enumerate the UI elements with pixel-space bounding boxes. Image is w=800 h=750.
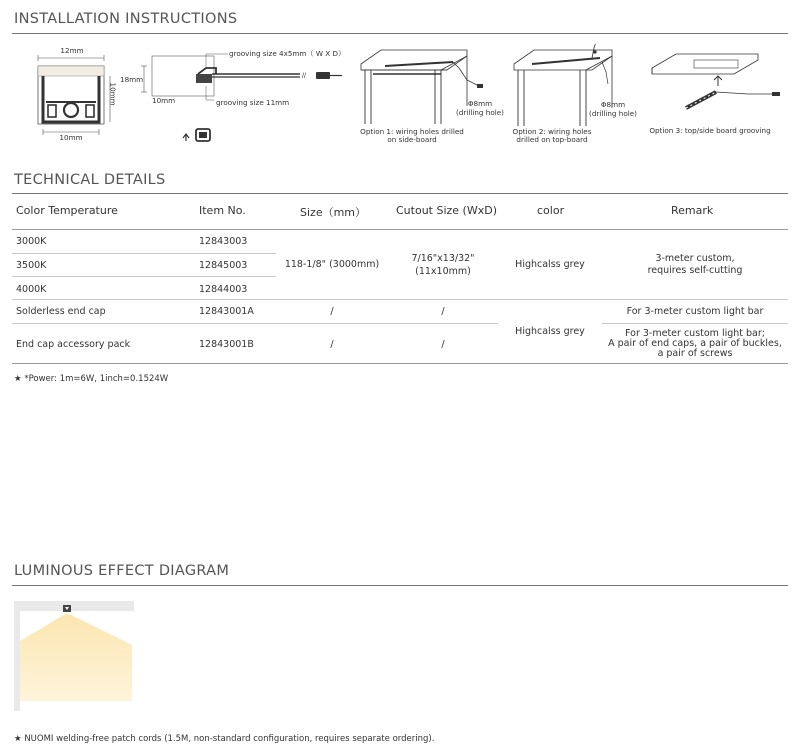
row-divider bbox=[12, 276, 276, 277]
dim-height-side: 10mm bbox=[108, 82, 118, 106]
luminous-effect-diagram bbox=[14, 601, 134, 711]
end-cap-cutout: / bbox=[441, 306, 445, 317]
header-size: Size（mm） bbox=[300, 206, 367, 219]
end-cap-name: Solderless end cap bbox=[16, 306, 106, 317]
option3-drawing bbox=[648, 46, 790, 120]
row-divider bbox=[602, 323, 788, 324]
header-color: color bbox=[537, 204, 565, 217]
option2-line1: Option 2: wiring holes bbox=[512, 127, 592, 136]
header-remark: Remark bbox=[671, 204, 714, 217]
technical-title: TECHNICAL DETAILS bbox=[14, 172, 166, 188]
groove-bottom-label: grooving size 11mm bbox=[216, 98, 290, 107]
svg-text://: // bbox=[302, 73, 306, 80]
luminous-rule bbox=[12, 585, 788, 586]
dim-depth: 10mm bbox=[152, 96, 176, 105]
option2-line2: drilled on top-board bbox=[516, 135, 588, 144]
color-merged: Highcalss grey bbox=[515, 259, 585, 270]
accessory-pack-remark-1: For 3-meter custom light bar; bbox=[625, 328, 765, 339]
option3-label: Option 3: top/side board grooving bbox=[649, 126, 771, 135]
row-3000k-item: 12843003 bbox=[199, 236, 248, 247]
accessory-pack-cutout: / bbox=[441, 339, 445, 350]
accessory-pack-remark-2: A pair of end caps, a pair of buckles, bbox=[608, 338, 782, 349]
installation-title: INSTALLATION INSTRUCTIONS bbox=[14, 11, 238, 27]
technical-rule bbox=[12, 193, 788, 194]
dim-height-left: 18mm bbox=[120, 75, 144, 84]
row-divider bbox=[12, 253, 276, 254]
end-cap-remark: For 3-meter custom light bar bbox=[626, 306, 764, 317]
group-divider bbox=[12, 299, 788, 300]
power-note: ★ *Power: 1m=6W, 1inch=0.1524W bbox=[14, 374, 169, 384]
remark-merged-line1: 3-meter custom, bbox=[655, 253, 735, 264]
dim-width-bottom: 10mm bbox=[59, 133, 83, 142]
header-color-temperature: Color Temperature bbox=[16, 204, 118, 217]
row-3500k-item: 12845003 bbox=[199, 260, 248, 271]
dim-width-top: 12mm bbox=[60, 46, 84, 55]
size-merged: 118-1/8" (3000mm) bbox=[284, 259, 380, 270]
accessory-pack-name: End cap accessory pack bbox=[16, 339, 131, 350]
option1-line1: Option 1: wiring holes drilled bbox=[360, 127, 464, 136]
hole-sub-1: (drilling hole) bbox=[456, 108, 504, 117]
row-3500k-temp: 3500K bbox=[16, 260, 47, 271]
end-cap-icon bbox=[180, 126, 216, 144]
option1-line2: on side-board bbox=[387, 135, 437, 144]
table-bottom-divider bbox=[12, 363, 788, 364]
cutout-merged-line1: 7/16"x13/32" bbox=[411, 253, 475, 264]
accessory-pack-item: 12843001B bbox=[199, 339, 254, 350]
row-divider bbox=[12, 323, 498, 324]
row-3000k-temp: 3000K bbox=[16, 236, 47, 247]
row-4000k-item: 12844003 bbox=[199, 284, 248, 295]
accessory-pack-remark-3: a pair of screws bbox=[657, 348, 733, 359]
remark-merged-line2: requires self-cutting bbox=[647, 265, 743, 276]
end-cap-item: 12843001A bbox=[199, 306, 254, 317]
installation-rule bbox=[12, 33, 788, 34]
hole-label-1: Φ8mm bbox=[467, 99, 493, 108]
accessory-pack-size: / bbox=[330, 339, 334, 350]
end-cap-size: / bbox=[330, 306, 334, 317]
luminous-footnote: ★ NUOMI welding-free patch cords (1.5M, non-standard configuration, requires separate ordering). bbox=[14, 734, 435, 744]
header-item-no: Item No. bbox=[199, 204, 246, 217]
table-header-divider bbox=[12, 229, 788, 230]
hole-label-2: Φ8mm bbox=[600, 100, 626, 109]
color-merged-accessory: Highcalss grey bbox=[515, 326, 585, 337]
hole-sub-2: (drilling hole) bbox=[589, 109, 637, 118]
groove-top-label: grooving size 4x5mm（ W X D） bbox=[229, 49, 346, 58]
profile-cross-section-drawing bbox=[26, 50, 116, 145]
cutout-merged-line2: (11x10mm) bbox=[415, 266, 471, 277]
row-4000k-temp: 4000K bbox=[16, 284, 47, 295]
luminous-title: LUMINOUS EFFECT DIAGRAM bbox=[14, 563, 230, 579]
header-cutout-size: Cutout Size (WxD) bbox=[396, 204, 497, 217]
